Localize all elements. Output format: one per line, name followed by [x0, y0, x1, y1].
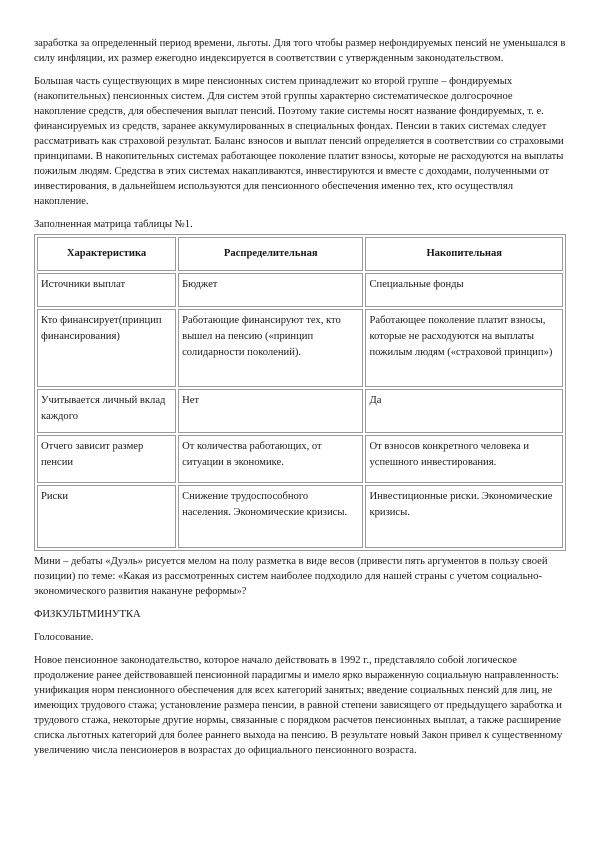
paragraph-legislation: Новое пенсионное законодательство, которое начало действовать в 1992 г., представляло собой логическое продолжение ранее действовавшей пенсионной парадигмы и имело ярко выраженную социальную направленность: унификация норм пенсионного обеспечения для всех категорий занятых; введение социальных пенсий для лиц, не имеющих трудового стажа; установление размера пенсии, в равной степени зависящего от предыдущего заработка и трудового стажа, некоторые другие нормы, связанные с порядком расчетов пенсионных выплат, а также расширение списка льготных категорий для более раннего выхода на пенсию. В результате новый Закон привел к существенному увеличению числа пенсионеров в возрастах до официального пенсионного возраста. [34, 655, 563, 756]
table-row [37, 389, 563, 433]
header-funded: Накопительная [365, 237, 563, 271]
table-cell: Да [365, 389, 563, 433]
table-cell: Бюджет [178, 273, 363, 307]
paragraph-voting: Голосование. [34, 632, 94, 643]
table-cell: Учитывается личный вклад каждого [37, 389, 176, 433]
comparison-table [34, 234, 566, 551]
header-distributive: Распределительная [178, 237, 363, 271]
section-heading: ФИЗКУЛЬТМИНУТКА [34, 609, 141, 620]
table-cell: Инвестиционные риски. Экономические кризисы. [365, 485, 563, 548]
table-row [37, 435, 563, 483]
table-cell: Специальные фонды [365, 273, 563, 307]
table-cell: Источники выплат [37, 273, 176, 307]
document-content [34, 36, 566, 766]
table-row [37, 309, 563, 387]
table-cell: Нет [178, 389, 363, 433]
paragraph-1: заработка за определенный период времени, льготы. Для того чтобы размер нефондируемых пенсий не уменьшался в силу инфляции, их размер ежегодно индексируется в соответствии с утвержденным законодательством. [34, 38, 566, 64]
table-cell: Кто финансирует(принцип финансирования) [37, 309, 176, 387]
table-caption: Заполненная матрица таблицы №1. [34, 219, 193, 230]
table-cell: От количества работающих, от ситуации в экономике. [178, 435, 363, 483]
table-cell: Отчего зависит размер пенсии [37, 435, 176, 483]
table-cell: Риски [37, 485, 176, 548]
table-cell: Работающее поколение платит взносы, которые не расходуются на выплаты пожилым людям («страховой принцип») [365, 309, 563, 387]
header-characteristic: Характеристика [37, 237, 176, 271]
paragraph-debate: Мини – дебаты «Дуэль» рисуется мелом на полу разметка в виде весов (привести пять аргументов в пользу своей позиции) по теме: «Какая из рассмотренных систем наиболее подходило для нашей страны с учетом социально-экономического развития накануне реформы»? [34, 556, 548, 597]
table-cell: От взносов конкретного человека и успешного инвестирования. [365, 435, 563, 483]
table-cell: Снижение трудоспособного населения. Экономические кризисы. [178, 485, 363, 548]
table-cell: Работающие финансируют тех, кто вышел на пенсию («принцип солидарности поколений). [178, 309, 363, 387]
table-row [37, 273, 563, 307]
table-row [37, 485, 563, 548]
paragraph-2: Большая часть существующих в мире пенсионных систем принадлежит ко второй группе – фондируемых (накопительных) пенсионных систем. Для систем этой группы характерно систематическое долгосрочное накопление средств, для обеспечения выплат пенсий. Поэтому такие системы носят название фондируемых, т. е. финансируемых из средств, заранее аккумулированных в специальных фондах. Пенсии в таких системах следует рассматривать как страховой результат. Баланс взносов и выплат пенсий определяется в соответствии со страховыми принципами. В накопительных системах работающее поколение платит взносы, которые не расходуются на выплаты пожилым людям. Средства в этих системах накапливаются, инвестируются и вместе с доходами, полученными от инвестирования, в дальнейшем используются для пенсионного обеспечения именно тех, кто осуществлял накопление. [34, 76, 564, 207]
table-header-row [37, 237, 563, 271]
